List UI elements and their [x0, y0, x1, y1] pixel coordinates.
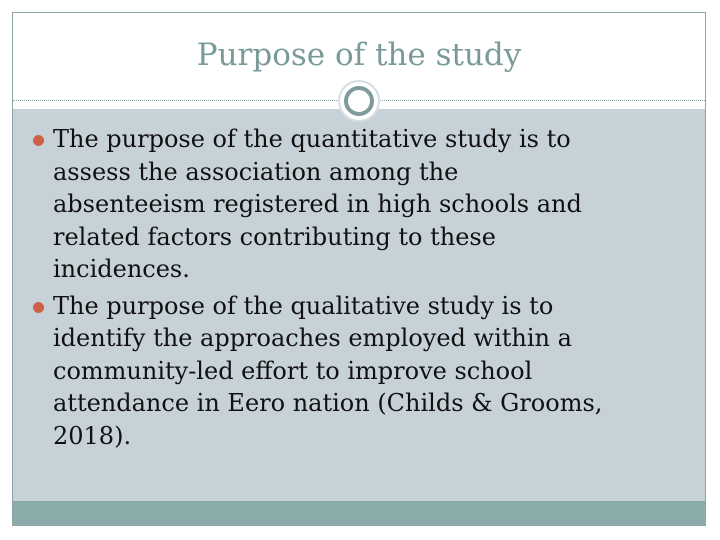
bullet-line: attendance in Eero nation (Childs & Grooms, — [53, 389, 603, 417]
bullet-line: The purpose of the qualitative study is to — [53, 291, 554, 320]
slide — [12, 12, 706, 526]
footer-band — [13, 501, 705, 525]
bullet-line: 2018). — [53, 421, 132, 450]
slide-title: Purpose of the study — [196, 37, 522, 73]
ring-ornament-inner — [344, 86, 374, 116]
bullet-line: related factors contributing to these — [53, 222, 496, 251]
circle-bullet-icon — [33, 135, 44, 146]
bullet-line: assess the association among the — [53, 157, 459, 186]
bullet-line: The purpose of the quantitative study is to — [53, 125, 571, 153]
bullet-line: identify the approaches employed within a — [53, 324, 572, 352]
bullet-item — [27, 290, 697, 453]
bullet-list — [27, 123, 697, 456]
circle-bullet-icon — [33, 302, 44, 313]
bullet-item — [27, 123, 697, 286]
bullet-line: incidences. — [53, 255, 190, 283]
bullet-line: community-led effort to improve school — [53, 356, 533, 385]
bullet-line: absenteeism registered in high schools and — [53, 190, 582, 218]
ring-ornament-icon — [338, 80, 380, 122]
